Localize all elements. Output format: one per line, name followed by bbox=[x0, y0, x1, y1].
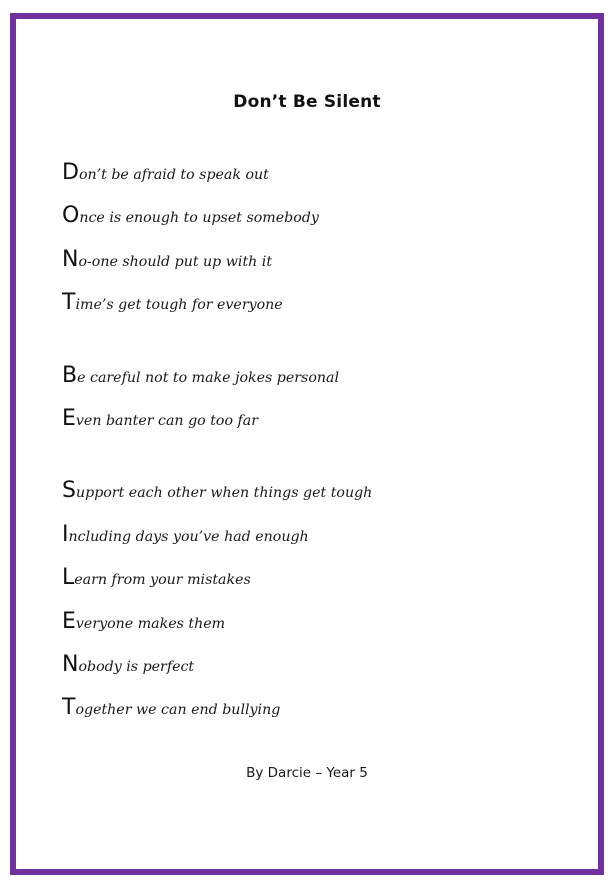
poem-line bbox=[62, 693, 372, 736]
poem-line-text: ime’s get tough for everyone bbox=[75, 297, 283, 314]
acrostic-letter: E bbox=[62, 608, 76, 634]
poem-line bbox=[62, 288, 372, 331]
author-byline: By Darcie – Year 5 bbox=[246, 765, 368, 781]
acrostic-letter: T bbox=[62, 290, 76, 316]
poem-title: Don’t Be Silent bbox=[233, 92, 381, 112]
acrostic-letter: L bbox=[62, 565, 75, 591]
poem-line-text: ncluding days you’ve had enough bbox=[68, 528, 309, 545]
poem-line-text: o-one should put up with it bbox=[78, 253, 273, 270]
poem-line bbox=[62, 201, 372, 244]
poem-line bbox=[62, 361, 372, 404]
poem-line bbox=[62, 158, 372, 201]
poem-line-text: ven banter can go too far bbox=[75, 412, 259, 429]
poem-line bbox=[62, 607, 372, 650]
poem-line bbox=[62, 563, 372, 606]
acrostic-letter: E bbox=[62, 405, 76, 431]
poem-line bbox=[62, 650, 372, 693]
poem-line-text: obody is perfect bbox=[78, 658, 195, 675]
poem-line-text: veryone makes them bbox=[75, 615, 226, 632]
acrostic-letter: T bbox=[62, 695, 76, 721]
poem-line bbox=[62, 245, 372, 288]
poem-line-text: earn from your mistakes bbox=[74, 572, 251, 589]
acrostic-letter: B bbox=[62, 362, 78, 388]
acrostic-letter: N bbox=[62, 246, 79, 272]
poem-line bbox=[62, 404, 372, 447]
acrostic-poem bbox=[62, 158, 372, 737]
poem-line bbox=[62, 520, 372, 563]
poem-line-text: upport each other when things get tough bbox=[75, 485, 373, 502]
acrostic-letter: S bbox=[62, 478, 76, 504]
poem-line-text: ogether we can end bullying bbox=[75, 702, 281, 719]
poem-line bbox=[62, 476, 372, 519]
poem-line-text: e careful not to make jokes personal bbox=[77, 369, 340, 386]
acrostic-letter: D bbox=[62, 160, 79, 185]
poem-line-text: on’t be afraid to speak out bbox=[78, 167, 269, 183]
acrostic-letter: N bbox=[62, 651, 79, 677]
acrostic-letter: O bbox=[62, 203, 80, 229]
acrostic-letter: I bbox=[62, 521, 69, 547]
poem-line-text: nce is enough to upset somebody bbox=[79, 210, 319, 227]
